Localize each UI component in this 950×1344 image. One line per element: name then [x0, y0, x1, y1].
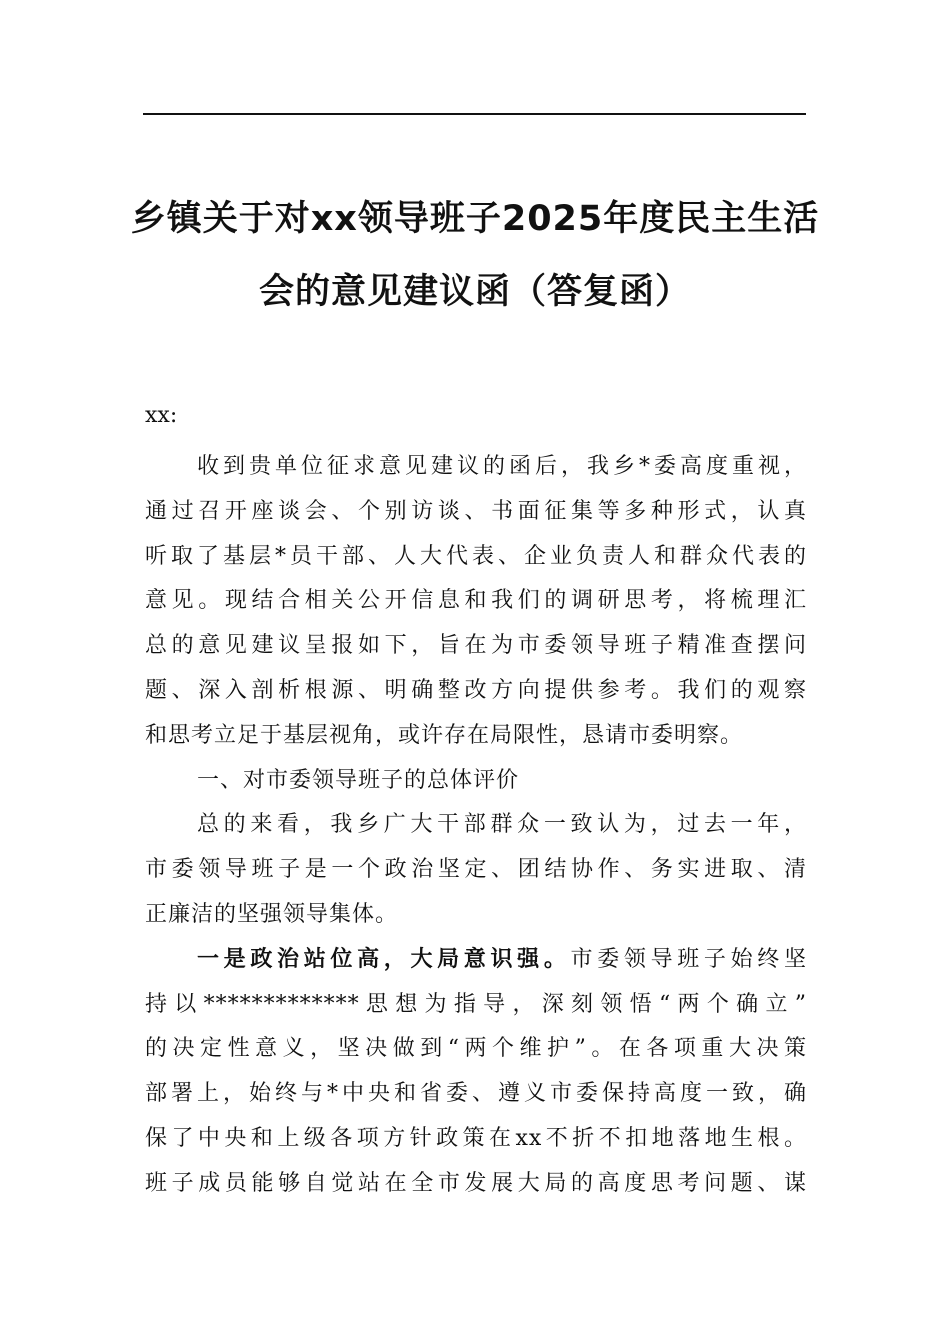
header-rule — [143, 113, 806, 115]
paragraph-line: 持以*************思想为指导，深刻领悟“两个确立” — [145, 991, 807, 1017]
paragraph-line: 和思考立足于基层视角，或许存在局限性，恳请市委明察。 — [145, 722, 744, 748]
paragraph-line: 部署上，始终与*中央和省委、遵义市委保持高度一致，确 — [145, 1081, 807, 1107]
paragraph-line: 收到贵单位征求意见建议的函后，我乡*委高度重视， — [197, 454, 807, 479]
paragraph-line: 总的意见建议呈报如下，旨在为市委领导班子精准查摆问 — [145, 633, 807, 659]
point-heading-bold: 一是政治站位高，大局意识强。 — [197, 946, 571, 972]
paragraph-line: 意见。现结合相关公开信息和我们的调研思考，将梳理汇 — [145, 588, 807, 614]
document-title — [120, 183, 830, 329]
document-body — [145, 445, 807, 1207]
paragraph-line: 听取了基层*员干部、人大代表、企业负责人和群众代表的 — [145, 543, 807, 569]
paragraph-line: 市委领导班子是一个政治坚定、团结协作、务实进取、清 — [145, 857, 807, 883]
paragraph-line — [145, 938, 807, 983]
title-line-2: 会的意见建议函（答复函） — [258, 272, 691, 312]
paragraph-line: 班子成员能够自觉站在全市发展大局的高度思考问题、谋 — [145, 1170, 807, 1196]
paragraph-line: 的决定性意义，坚决做到“两个维护”。在各项重大决策 — [145, 1036, 807, 1062]
paragraph-line: 保了中央和上级各项方针政策在xx不折不扣地落地生根。 — [145, 1125, 807, 1151]
point-text: 市委领导班子始终坚 — [570, 946, 807, 972]
salutation: xx: — [145, 403, 178, 428]
paragraph-line: 总的来看，我乡广大干部群众一致认为，过去一年， — [197, 812, 807, 838]
paragraph-line: 正廉洁的坚强领导集体。 — [145, 901, 399, 927]
section-heading: 一、对市委领导班子的总体评价 — [197, 767, 520, 793]
title-line-1: 乡镇关于对xx领导班子2025年度民主生活 — [130, 199, 820, 239]
paragraph-line: 题、深入剖析根源、明确整改方向提供参考。我们的观察 — [145, 677, 807, 703]
paragraph-line: 通过召开座谈会、个别访谈、书面征集等多种形式，认真 — [145, 498, 807, 524]
